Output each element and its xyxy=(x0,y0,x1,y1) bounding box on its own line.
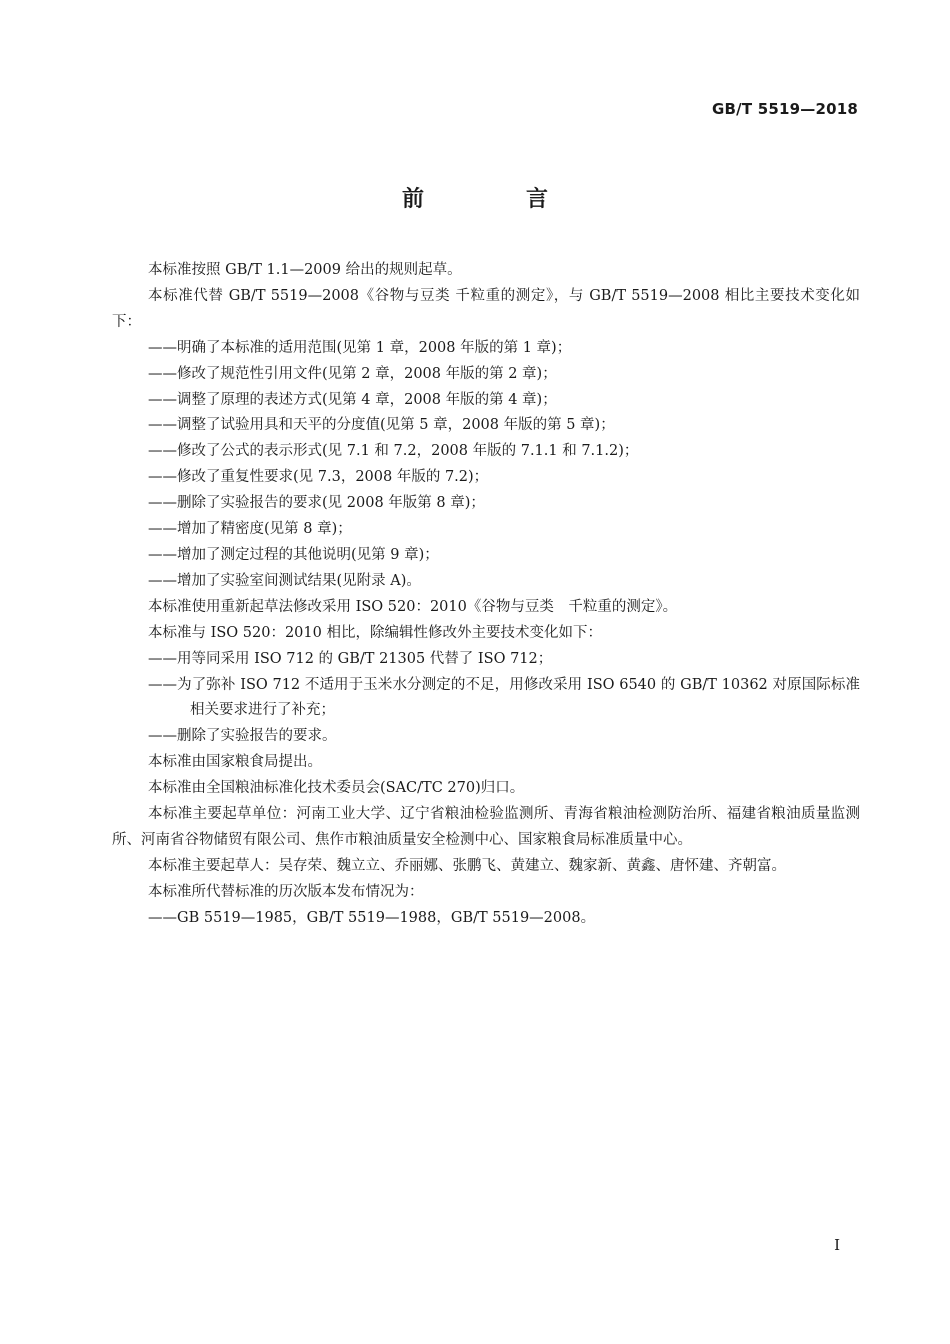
list-item: ——明确了本标准的适用范围(见第 1 章，2008 年版的第 1 章)； xyxy=(148,339,572,356)
list-item: ——增加了精密度(见第 8 章)； xyxy=(148,521,352,538)
list-item: ——增加了实验室间测试结果(见附录 A)。 xyxy=(148,572,421,589)
list-item: ——修改了规范性引用文件(见第 2 章，2008 年版的第 2 章)； xyxy=(148,365,557,382)
standard-code: GB/T 5519—2018 xyxy=(712,100,858,118)
paragraph: 本标准由全国粮油标准化技术委员会(SAC/TC 270)归口。 xyxy=(148,780,525,797)
list-item: ——删除了实验报告的要求。 xyxy=(148,728,337,745)
list-item: ——增加了测定过程的其他说明(见第 9 章)； xyxy=(148,546,439,563)
list-item: ——删除了实验报告的要求(见 2008 年版第 8 章)； xyxy=(148,495,485,512)
paragraph: 本标准使用重新起草法修改采用 ISO 520：2010《谷物与豆类 千粒重的测定》。 xyxy=(148,598,678,615)
list-item: ——用等同采用 ISO 712 的 GB/T 21305 代替了 ISO 712； xyxy=(148,650,553,667)
list-item: ——调整了原理的表述方式(见第 4 章，2008 年版的第 4 章)； xyxy=(148,391,557,408)
foreword-body xyxy=(112,258,860,932)
list-item: ——修改了公式的表示形式(见 7.1 和 7.2，2008 年版的 7.1.1 和 7.1.2)； xyxy=(148,443,639,460)
paragraph: 本标准与 ISO 520：2010 相比，除编辑性修改外主要技术变化如下： xyxy=(148,624,602,641)
list-item: ——GB 5519—1985，GB/T 5519—1988，GB/T 5519—2008。 xyxy=(148,909,596,926)
paragraph: 本标准由国家粮食局提出。 xyxy=(148,754,322,771)
paragraph: 本标准主要起草单位：河南工业大学、辽宁省粮油检验监测所、青海省粮油检测防治所、福建省粮油质量监测所、河南省谷物储贸有限公司、焦作市粮油质量安全检测中心、国家粮食局标准质量中心。 xyxy=(112,806,860,848)
paragraph: 本标准按照 GB/T 1.1—2009 给出的规则起草。 xyxy=(148,262,462,278)
page-title: 前 言 xyxy=(401,187,588,212)
list-item: ——修改了重复性要求(见 7.3，2008 年版的 7.2)； xyxy=(148,469,489,486)
list-item: ——调整了试验用具和天平的分度值(见第 5 章，2008 年版的第 5 章)； xyxy=(148,417,615,434)
page-number: I xyxy=(834,1236,840,1254)
paragraph: 本标准所代替标准的历次版本发布情况为： xyxy=(148,883,424,900)
paragraph: 本标准主要起草人：吴存荣、魏立立、乔丽娜、张鹏飞、黄建立、魏家新、黄鑫、唐怀建、齐朝富。 xyxy=(148,857,786,874)
paragraph: 本标准代替 GB/T 5519—2008《谷物与豆类 千粒重的测定》，与 GB/T 5519—2008 相比主要技术变化如下： xyxy=(112,287,860,330)
list-item: ——为了弥补 ISO 712 不适用于玉米水分测定的不足，用修改采用 ISO 6540 的 GB/T 10362 对原国际标准相关要求进行了补充； xyxy=(148,676,860,719)
